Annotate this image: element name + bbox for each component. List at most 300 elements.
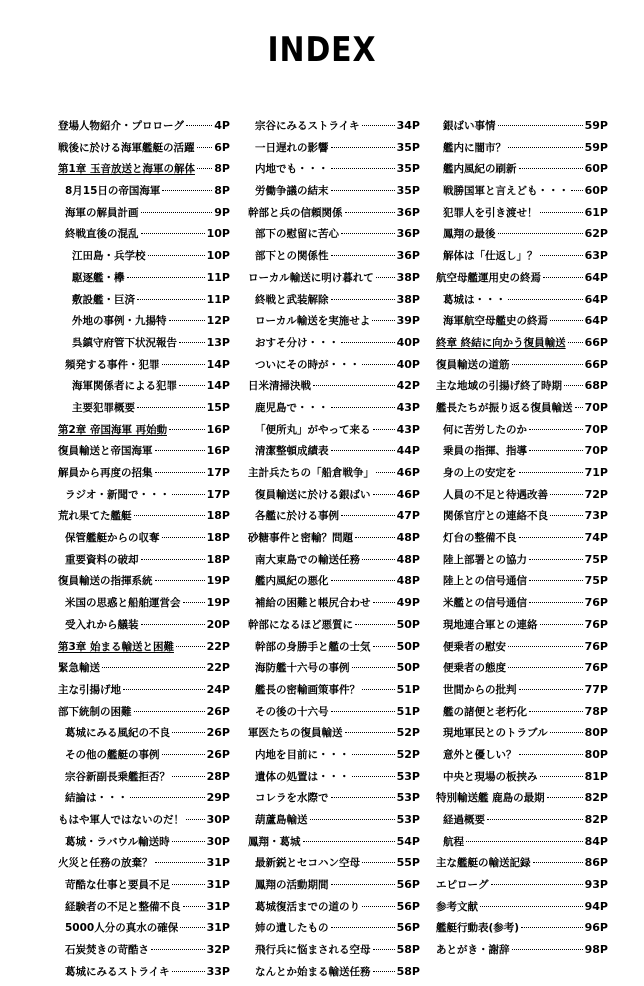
dot-leader [172, 776, 205, 777]
index-entry [58, 487, 230, 509]
entry-title: コレラを水際で [255, 792, 329, 805]
page-number: 8P [214, 162, 230, 176]
index-entry [58, 400, 230, 422]
index-entry [436, 790, 608, 812]
index-entry [436, 183, 608, 205]
index-entry [248, 834, 420, 856]
index-entry [436, 292, 608, 314]
index-entry [248, 769, 420, 791]
index-entry [248, 378, 420, 400]
dot-leader [172, 494, 205, 495]
dot-leader [331, 168, 395, 169]
entry-title: 復員輸送に於ける銀ばい [255, 488, 371, 501]
page-number: 80P [584, 726, 608, 740]
page-number: 46P [396, 466, 420, 479]
page-number: 19P [206, 596, 230, 610]
page-number: 20P [206, 617, 230, 631]
index-entry [58, 140, 230, 162]
dot-leader [373, 494, 395, 495]
dot-leader [172, 884, 205, 885]
dot-leader [341, 342, 395, 343]
page-number: 33P [206, 964, 230, 978]
entry-title: 葛城にみるストライキ [65, 965, 170, 978]
dot-leader [123, 689, 205, 690]
dot-leader [179, 342, 205, 343]
entry-title: 艦艇行動表(参考) [436, 922, 520, 935]
entry-title: 江田島・兵学校 [72, 250, 146, 263]
page-number: 30P [206, 834, 230, 848]
page-number: 43P [396, 422, 420, 436]
dot-leader [186, 819, 205, 820]
dot-leader [130, 797, 205, 798]
index-entry [436, 205, 608, 227]
dot-leader [540, 255, 583, 256]
entry-title: 終章 終結に向かう復員輸送 [436, 336, 566, 349]
entry-title: 「便所丸」がやって来る [255, 423, 371, 436]
page-number: 53P [396, 769, 420, 783]
page-number: 71P [584, 466, 608, 479]
entry-title: 遺体の処置は・・・ [255, 770, 350, 783]
dot-leader [550, 494, 583, 495]
entry-title: 艦内風紀の悪化 [255, 575, 329, 588]
dot-leader [362, 689, 395, 690]
page-number: 58P [396, 943, 420, 957]
page-number: 11P [206, 292, 230, 306]
page-number: 10P [206, 249, 230, 263]
page-number: 35P [396, 140, 420, 154]
page-number: 26P [206, 704, 230, 718]
entry-title: 乗員の指揮、指導 [443, 445, 527, 458]
index-column-2 [248, 118, 420, 986]
index-entry [58, 313, 230, 335]
dot-leader [352, 776, 395, 777]
page-number: 36P [396, 205, 420, 219]
page-number: 31P [206, 856, 230, 870]
entry-title: 終戦直後の混乱 [65, 228, 139, 241]
page-number: 48P [396, 574, 420, 588]
page-number: 31P [206, 921, 230, 935]
page-number: 9P [214, 205, 230, 219]
index-entry [436, 573, 608, 595]
index-entry [58, 378, 230, 400]
dot-leader [183, 906, 205, 907]
dot-leader [169, 320, 205, 321]
chapter-heading [58, 639, 230, 661]
index-entry [58, 812, 230, 834]
entry-title: 主な引揚げ地 [58, 683, 121, 696]
page-number: 24P [206, 682, 230, 696]
entry-title: 銀ばい事情 [443, 120, 496, 132]
entry-title: 鳳翔・葛城 [248, 835, 301, 848]
dot-leader [519, 754, 583, 755]
entry-title: 経過概要 [443, 814, 485, 826]
page-number: 51P [396, 682, 420, 696]
entry-title: 復員輸送と帝国海軍 [58, 445, 153, 458]
dot-leader [376, 277, 395, 278]
index-entry [436, 508, 608, 530]
entry-title: 5000人分の真水の確保 [65, 922, 179, 935]
entry-title: 荒れ果てた艦艇 [58, 510, 132, 523]
index-entry [58, 248, 230, 270]
entry-title: 砂糖事件と密輸？問題 [248, 532, 353, 545]
page-number: 53P [396, 791, 420, 805]
entry-title: 宗谷にみるストライキ [255, 120, 360, 132]
index-entry [436, 617, 608, 639]
page-number: 81P [584, 769, 608, 783]
page-number: 28P [206, 769, 230, 783]
index-entry [248, 812, 420, 834]
index-entry [248, 335, 420, 357]
entry-title: 復員輸送の道筋 [436, 358, 510, 371]
entry-title: 保管艦艇からの収奪 [65, 532, 160, 545]
dot-leader [172, 971, 205, 972]
page-number: 10P [206, 227, 230, 241]
entry-title: 駆逐艦・欅 [72, 271, 125, 284]
dot-leader [540, 624, 583, 625]
entry-title: 航程 [443, 835, 464, 848]
entry-title: 主な艦艇の輸送記録 [436, 857, 531, 870]
index-entry [248, 942, 420, 964]
entry-title: 戦勝国軍と言えども・・・ [443, 185, 569, 198]
entry-title: 海軍関係者による犯罪 [72, 380, 177, 393]
dot-leader [519, 472, 583, 473]
dot-leader [512, 364, 583, 365]
index-entry [248, 118, 420, 140]
page-number: 98P [584, 943, 608, 957]
entry-title: 最新鋭とセコハン空母 [255, 857, 360, 870]
dot-leader [141, 559, 205, 560]
entry-title: 海軍の解員計画 [65, 206, 139, 219]
index-entry [436, 639, 608, 661]
page-number: 60P [584, 184, 608, 198]
entry-title: 結論は・・・ [65, 792, 128, 805]
dot-leader [362, 559, 395, 560]
page-number: 51P [396, 704, 420, 718]
dot-leader [162, 754, 205, 755]
entry-title: 宗谷新副長乗艦拒否？ [65, 770, 170, 783]
index-entry [436, 140, 608, 162]
dot-leader [331, 884, 395, 885]
dot-leader [362, 364, 395, 365]
page-number: 70P [584, 400, 608, 414]
index-entry [58, 790, 230, 812]
index-entry [436, 595, 608, 617]
entry-title: 補給の困難と帳尻合わせ [255, 597, 371, 610]
index-entry [58, 443, 230, 465]
index-entry [248, 422, 420, 444]
entry-title: その他の艦艇の事例 [65, 748, 160, 761]
page-number: 43P [396, 400, 420, 414]
index-entry [436, 226, 608, 248]
entry-title: 受入れから艤装 [65, 618, 139, 631]
page-number: 84P [584, 834, 608, 848]
page-number: 73P [584, 509, 608, 523]
page-number: 18P [206, 509, 230, 523]
entry-title: 飛行兵に悩まされる空母 [255, 944, 371, 957]
dot-leader [303, 841, 395, 842]
dot-leader [331, 407, 395, 408]
entry-title: 幹部の身勝手と艦の士気 [255, 640, 371, 653]
chapter-heading [58, 422, 230, 444]
entry-title: 軍医たちの復員輸送 [248, 727, 343, 740]
entry-title: 航空母艦運用史の終焉 [436, 271, 541, 284]
page-number: 42P [396, 379, 420, 393]
page-number: 26P [206, 747, 230, 761]
dot-leader [376, 472, 395, 473]
page-number: 94P [584, 899, 608, 913]
dot-leader [529, 429, 583, 430]
entry-title: 清潔整頓成績表 [255, 445, 329, 458]
dot-leader [512, 949, 583, 950]
index-entry [248, 248, 420, 270]
index-entry [436, 487, 608, 509]
entry-title: 主計兵たちの「船倉戦争」 [248, 467, 374, 479]
dot-leader [372, 320, 394, 321]
entry-title: 便乗者の慰安 [443, 640, 506, 653]
entry-title: 幹部になるほど悪質に [248, 618, 353, 631]
index-entry [248, 508, 420, 530]
index-entry [58, 964, 230, 986]
index-entry [58, 357, 230, 379]
entry-title: 海防艦十六号の事例 [255, 662, 350, 675]
index-entry [248, 487, 420, 509]
index-entry [58, 530, 230, 552]
entry-title: 特別輸送艦 鹿島の最期 [436, 792, 545, 805]
index-entry [248, 747, 420, 769]
index-entry [436, 877, 608, 899]
page-number: 49P [396, 596, 420, 610]
index-entry [248, 183, 420, 205]
dot-leader [331, 255, 395, 256]
dot-leader [331, 450, 395, 451]
dot-leader [127, 277, 205, 278]
page-number: 63P [584, 249, 608, 263]
page-number: 17P [206, 487, 230, 501]
page-number: 75P [584, 552, 608, 566]
dot-leader [529, 602, 583, 603]
page-number: 52P [396, 747, 420, 761]
page-number: 29P [206, 791, 230, 805]
dot-leader [331, 190, 395, 191]
index-entry [58, 660, 230, 682]
entry-title: ローカル輸送を実施せよ [255, 315, 371, 328]
entry-title: 葛城は・・・ [443, 293, 506, 306]
page-number: 15P [206, 400, 230, 414]
dot-leader [155, 472, 205, 473]
index-entry [436, 682, 608, 704]
index-entry [248, 725, 420, 747]
index-entry [436, 118, 608, 140]
page-number: 82P [584, 791, 608, 805]
entry-title: 8月15日の帝国海軍 [65, 185, 161, 198]
index-entry [248, 790, 420, 812]
entry-title: 第1章 玉音放送と海軍の解体 [58, 163, 195, 176]
dot-leader [310, 819, 395, 820]
dot-leader [155, 450, 205, 451]
page-number: 93P [584, 878, 608, 892]
index-entry [248, 292, 420, 314]
dot-leader [540, 776, 583, 777]
entry-title: 外地の事例・九揚特 [72, 315, 167, 328]
dot-leader [519, 168, 583, 169]
index-entry [58, 769, 230, 791]
entry-title: 人員の不足と待遇改善 [443, 488, 548, 501]
dot-leader [141, 212, 213, 213]
entry-title: 緊急輸送 [58, 662, 100, 675]
dot-leader [341, 233, 395, 234]
index-entry [58, 920, 230, 942]
entry-title: 火災と任務の放棄？ [58, 857, 153, 870]
index-entry [436, 834, 608, 856]
page-number: 76P [584, 596, 608, 610]
index-entry [248, 140, 420, 162]
page-number: 56P [396, 899, 420, 913]
index-entry [248, 443, 420, 465]
dot-leader [547, 797, 583, 798]
entry-title: 葫蘆島輸送 [255, 814, 308, 826]
dot-leader [362, 862, 395, 863]
entry-title: ラジオ・新聞で・・・ [65, 488, 170, 501]
page-number: 26P [206, 726, 230, 740]
dot-leader [172, 732, 205, 733]
chapter-heading [436, 335, 608, 357]
page-number: 35P [396, 162, 420, 176]
dot-leader [519, 689, 583, 690]
entry-title: 何に苦労したのか [443, 423, 527, 436]
dot-leader [466, 841, 583, 842]
index-entry [436, 552, 608, 574]
dot-leader [172, 841, 205, 842]
index-entry [436, 725, 608, 747]
index-entry [58, 725, 230, 747]
index-entry [436, 942, 608, 964]
index-entry [248, 465, 420, 487]
page-number: 77P [584, 682, 608, 696]
index-entry [248, 226, 420, 248]
index-entry [248, 704, 420, 726]
page-number: 18P [206, 531, 230, 545]
index-entry [436, 248, 608, 270]
dot-leader [508, 646, 583, 647]
dot-leader [345, 732, 395, 733]
dot-leader [162, 190, 212, 191]
dot-leader [169, 429, 205, 430]
dot-leader [352, 754, 395, 755]
entry-title: 中央と現場の板挟み [443, 770, 538, 783]
dot-leader [341, 515, 395, 516]
page-number: 31P [206, 899, 230, 913]
dot-leader [373, 971, 395, 972]
index-entry [436, 313, 608, 335]
page-number: 70P [584, 444, 608, 458]
index-entry [58, 834, 230, 856]
page-number: 58P [396, 964, 420, 978]
page-number: 19P [206, 574, 230, 588]
index-entry [248, 313, 420, 335]
index-entry [248, 357, 420, 379]
index-entry [58, 226, 230, 248]
index-entry [248, 877, 420, 899]
chapter-heading [58, 161, 230, 183]
dot-leader [550, 320, 583, 321]
dot-leader [197, 147, 213, 148]
page-number: 52P [396, 726, 420, 740]
entry-title: 各艦に於ける事例 [255, 510, 339, 523]
index-entry [436, 769, 608, 791]
page-number: 30P [206, 813, 230, 826]
dot-leader [564, 385, 583, 386]
index-entry [436, 422, 608, 444]
index-entry [58, 704, 230, 726]
entry-title: 戦後に於ける海軍艦艇の活躍 [58, 141, 195, 154]
index-entry [248, 855, 420, 877]
entry-title: 敷設艦・巨済 [72, 293, 135, 306]
dot-leader [141, 233, 205, 234]
index-entry [436, 465, 608, 487]
dot-leader [162, 364, 205, 365]
index-entry [58, 183, 230, 205]
page-number: 64P [584, 292, 608, 306]
index-entry [58, 118, 230, 140]
entry-title: 南大東島での輸送任務 [255, 553, 360, 566]
index-entry [58, 335, 230, 357]
dot-leader [176, 646, 205, 647]
index-entry [436, 378, 608, 400]
dot-leader [134, 711, 205, 712]
index-entry [58, 942, 230, 964]
page-number: 16P [206, 422, 230, 436]
page-number: 4P [214, 119, 230, 132]
index-column-3 [436, 118, 608, 964]
index-entry [58, 747, 230, 769]
entry-title: 第2章 帝国海軍 再始動 [58, 423, 168, 436]
index-entry [436, 270, 608, 292]
dot-leader [529, 580, 583, 581]
page-number: 55P [396, 856, 420, 870]
page-number: 46P [396, 487, 420, 501]
dot-leader [313, 385, 395, 386]
entry-title: 鳳翔の活動期間 [255, 879, 329, 892]
page-number: 47P [396, 509, 420, 523]
page-number: 17P [206, 466, 230, 479]
entry-title: 艦内風紀の刷新 [443, 163, 517, 176]
page-number: 60P [584, 162, 608, 176]
index-entry [436, 357, 608, 379]
dot-leader [197, 168, 212, 169]
dot-leader [550, 515, 583, 516]
entry-title: おすそ分け・・・ [255, 336, 339, 349]
index-entry [436, 400, 608, 422]
page-number: 48P [396, 531, 420, 545]
entry-title: 重要資料の破却 [65, 553, 139, 566]
index-entry [436, 660, 608, 682]
page-number: 40P [396, 335, 420, 349]
page-number: 50P [396, 661, 420, 675]
dot-leader [521, 927, 583, 928]
dot-leader [180, 927, 204, 928]
entry-title: 部下統制の困難 [58, 705, 132, 718]
dot-leader [373, 602, 395, 603]
dot-leader [345, 212, 395, 213]
index-entry [248, 595, 420, 617]
entry-title: 米国の思惑と船舶運営会 [65, 597, 181, 610]
page-number: 76P [584, 639, 608, 653]
entry-title: 内地を目前に・・・ [255, 748, 350, 761]
entry-title: あとがき・謝辞 [436, 944, 510, 957]
entry-title: 葛城にみる風紀の不良 [65, 727, 170, 740]
index-entry [248, 400, 420, 422]
dot-leader [331, 927, 395, 928]
